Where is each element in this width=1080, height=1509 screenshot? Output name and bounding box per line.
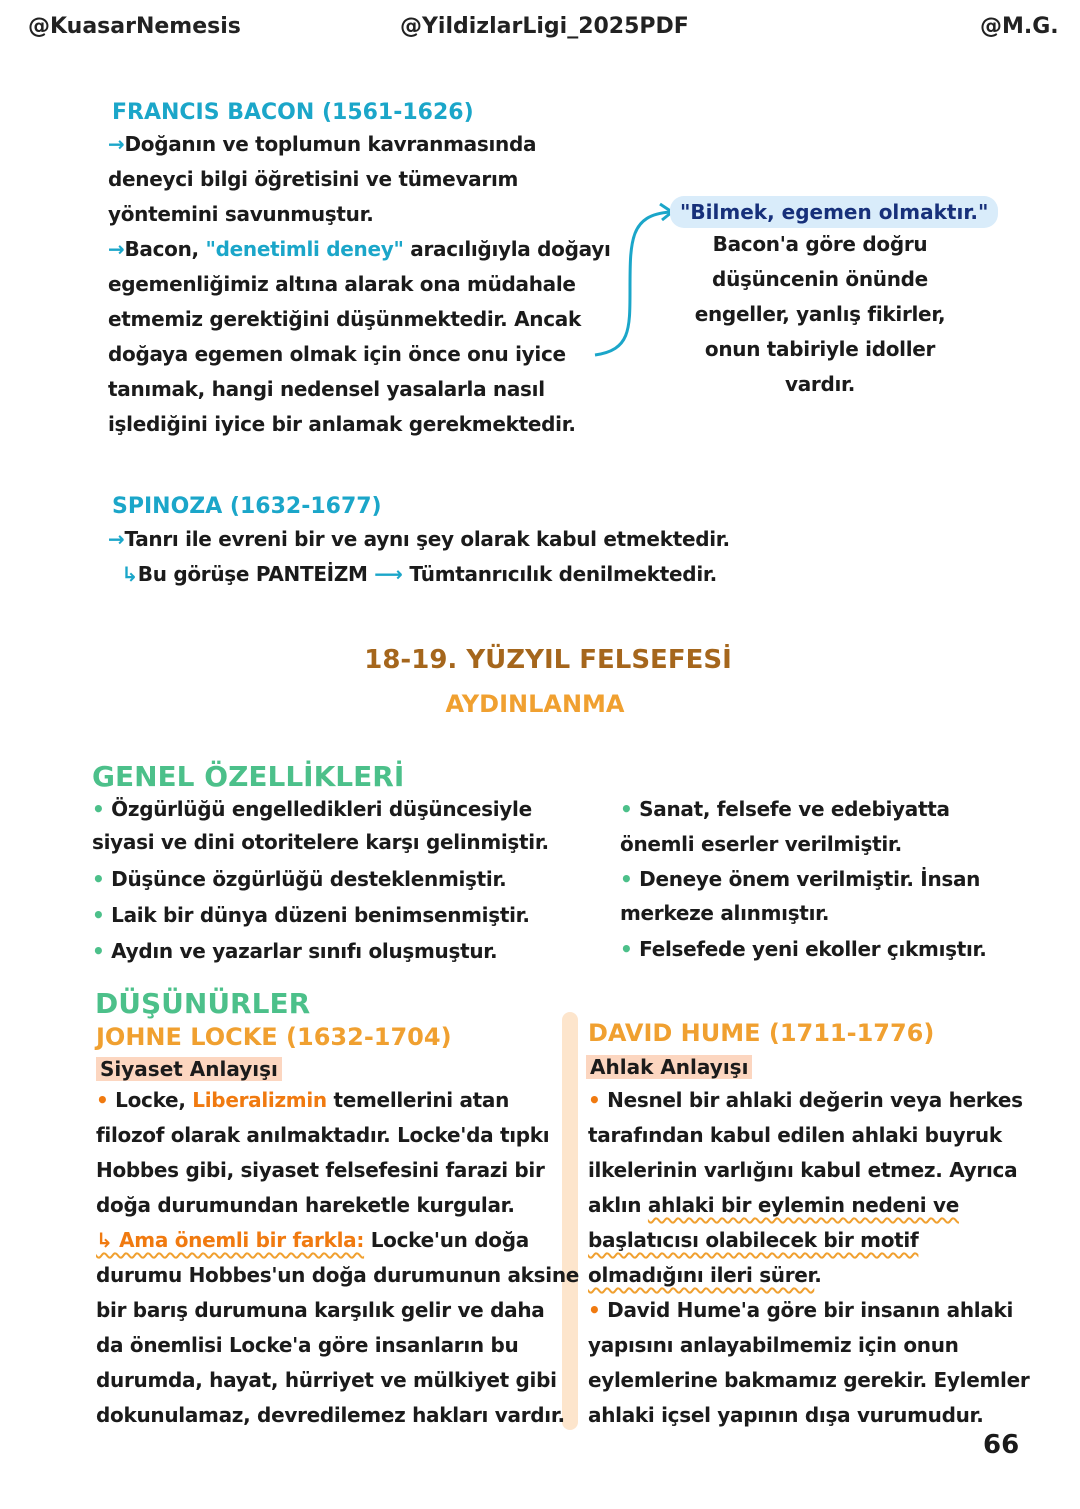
text-segment: Nesnel bir ahlaki değerin veya herkes	[607, 1088, 1023, 1112]
text-line	[108, 377, 545, 401]
note-line: onun tabiriyle idoller	[704, 337, 936, 361]
text-line	[620, 832, 902, 856]
text-segment: temellerini atan	[326, 1088, 510, 1112]
text-segment: etmemiz gerektiğini düşünmektedir. Ancak	[108, 307, 581, 331]
highlight-text: •	[92, 867, 112, 891]
highlight-text: •	[96, 1088, 116, 1112]
text-segment: başlatıcısı olabilecek bir motif	[588, 1228, 919, 1252]
text-line	[96, 1088, 509, 1112]
text-line	[620, 937, 987, 961]
highlight-text: •	[92, 797, 112, 821]
text-line	[96, 1298, 544, 1322]
text-line	[96, 1333, 518, 1357]
text-line	[108, 132, 536, 156]
highlight-text: ⟶	[374, 562, 403, 586]
text-segment: David Hume'a göre bir insanın ahlaki	[607, 1298, 1014, 1322]
text-line	[96, 1228, 529, 1252]
section-subtitle: AYDINLANMA	[445, 690, 625, 718]
locke-title: JOHNE LOCKE (1632-1704)	[96, 1023, 452, 1051]
text-segment: ahlaki içsel yapının dışa vurumudur.	[588, 1403, 984, 1427]
text-line	[108, 307, 581, 331]
dusunurler-title: DÜŞÜNÜRLER	[95, 987, 311, 1020]
text-segment: Locke'un doğa	[364, 1228, 529, 1252]
text-segment: tanımak, hangi nedensel yasalarla nasıl	[108, 377, 545, 401]
highlight-text: •	[92, 903, 112, 927]
highlight-text: →	[108, 237, 125, 261]
text-line	[108, 527, 730, 551]
text-line	[92, 867, 506, 891]
text-segment: siyasi ve dini otoritelere karşı gelinmiştir.	[92, 830, 549, 854]
highlight-text: ↳	[108, 562, 138, 586]
text-segment: işlediğini iyice bir anlamak gerekmektedir.	[108, 412, 576, 436]
text-segment: Sanat, felsefe ve edebiyatta	[639, 797, 950, 821]
text-segment: aklın	[588, 1193, 648, 1217]
text-line	[588, 1123, 1002, 1147]
text-line	[588, 1228, 918, 1252]
highlight-text: •	[620, 867, 640, 891]
text-segment: Felsefede yeni ekoller çıkmıştır.	[639, 937, 987, 961]
text-line	[588, 1158, 1017, 1182]
text-segment: Doğanın ve toplumun kavranmasında	[124, 132, 537, 156]
text-segment: aracılığıyla doğayı	[403, 237, 611, 261]
text-line	[588, 1368, 1029, 1392]
text-line	[96, 1368, 557, 1392]
text-segment: Tümtanrıcılık denilmektedir.	[402, 562, 717, 586]
text-segment: filozof olarak anılmaktadır. Locke'da tıpkı	[96, 1123, 550, 1147]
text-segment: Tanrı ile evreni bir ve aynı şey olarak kabul etmektedir.	[124, 527, 730, 551]
text-line	[108, 412, 576, 436]
text-line	[620, 901, 829, 925]
text-segment: egemenliğimiz altına alarak ona müdahale	[108, 272, 576, 296]
text-line	[96, 1263, 579, 1287]
text-line	[108, 562, 717, 586]
page-number: 66	[983, 1430, 1020, 1460]
highlight-text: •	[588, 1298, 608, 1322]
watermark-center: @YildizlarLigi_2025PDF	[400, 14, 689, 39]
note-line: vardır.	[784, 372, 856, 396]
note-line: Bacon'a göre doğru	[712, 232, 928, 256]
highlight-text: →	[108, 527, 125, 551]
bacon-title: FRANCIS BACON (1561-1626)	[112, 100, 474, 125]
text-segment: durumda, hayat, hürriyet ve mülkiyet gibi	[96, 1368, 557, 1392]
genel-title: GENEL ÖZELLİKLERİ	[92, 760, 405, 793]
highlight-text: •	[620, 797, 640, 821]
spinoza-title: SPINOZA (1632-1677)	[112, 494, 382, 519]
text-line	[620, 797, 950, 821]
text-segment: bir barış durumuna karşılık gelir ve daha	[96, 1298, 545, 1322]
note-line: düşüncenin önünde	[712, 267, 928, 291]
text-segment: Bu görüşe PANTEİZM	[137, 562, 375, 586]
text-line	[620, 867, 980, 891]
text-line	[96, 1403, 565, 1427]
text-segment: ilkelerinin varlığını kabul etmez. Ayrıca	[588, 1158, 1018, 1182]
section-title: 18-19. YÜZYIL FELSEFESİ	[364, 645, 732, 675]
highlight-text: •	[92, 939, 112, 963]
highlight-text: Liberalizmin	[192, 1088, 327, 1112]
text-segment: önemli eserler verilmiştir.	[620, 832, 902, 856]
text-line	[96, 1158, 545, 1182]
text-line	[96, 1193, 515, 1217]
hume-subtitle: Ahlak Anlayışı	[586, 1055, 752, 1079]
text-line	[92, 939, 497, 963]
text-line	[588, 1403, 984, 1427]
text-line	[108, 342, 566, 366]
text-segment: Özgürlüğü engelledikleri düşüncesiyle	[111, 797, 532, 821]
text-segment: yapısını anlayabilmemiz için onun	[588, 1333, 959, 1357]
text-line	[92, 903, 530, 927]
bacon-quote: "Bilmek, egemen olmaktır."	[670, 196, 998, 228]
highlight-text: "denetimli deney"	[205, 237, 404, 261]
text-segment: durumu Hobbes'un doğa durumunun aksine	[96, 1263, 580, 1287]
hume-title: DAVID HUME (1711-1776)	[588, 1019, 935, 1047]
text-segment: olmadığını ileri sürer	[588, 1263, 815, 1287]
text-segment: .	[814, 1263, 822, 1287]
highlight-text: →	[108, 132, 125, 156]
watermark-left: @KuasarNemesis	[28, 14, 241, 39]
text-segment: doğaya egemen olmak için önce onu iyice	[108, 342, 566, 366]
text-segment: da önemlisi Locke'a göre insanların bu	[96, 1333, 519, 1357]
text-line	[588, 1263, 822, 1287]
text-line	[108, 202, 374, 226]
text-segment: deneyci bilgi öğretisini ve tümevarım	[108, 167, 519, 191]
text-line	[108, 237, 611, 261]
text-segment: doğa durumundan hareketle kurgular.	[96, 1193, 515, 1217]
highlight-text: ↳ Ama önemli bir farkla:	[96, 1228, 365, 1252]
text-segment: Düşünce özgürlüğü desteklenmiştir.	[111, 867, 507, 891]
text-line	[588, 1333, 959, 1357]
highlight-text: •	[620, 937, 640, 961]
note-line: engeller, yanlış fikirler,	[694, 302, 946, 326]
text-segment: tarafından kabul edilen ahlaki buyruk	[588, 1123, 1002, 1147]
text-line	[92, 830, 549, 854]
highlight-text: •	[588, 1088, 608, 1112]
text-segment: ahlaki bir eylemin nedeni ve	[647, 1193, 959, 1217]
text-segment: Deneye önem verilmiştir. İnsan	[639, 867, 981, 891]
text-segment: Aydın ve yazarlar sınıfı oluşmuştur.	[111, 939, 498, 963]
watermark-right: @M.G.	[980, 14, 1059, 39]
text-segment: Locke,	[115, 1088, 193, 1112]
locke-subtitle: Siyaset Anlayışı	[96, 1057, 282, 1081]
text-line	[92, 797, 532, 821]
text-line	[588, 1298, 1013, 1322]
text-segment: Hobbes gibi, siyaset felsefesini farazi bir	[96, 1158, 545, 1182]
text-line	[588, 1088, 1023, 1112]
text-segment: eylemlerine bakmamız gerekir. Eylemler	[588, 1368, 1030, 1392]
column-divider	[562, 1012, 578, 1430]
text-segment: dokunulamaz, devredilemez hakları vardır.	[96, 1403, 565, 1427]
text-line	[108, 272, 576, 296]
text-segment: Laik bir dünya düzeni benimsenmiştir.	[111, 903, 530, 927]
text-segment: yöntemini savunmuştur.	[108, 202, 374, 226]
text-line	[588, 1193, 959, 1217]
text-line	[96, 1123, 549, 1147]
text-line	[108, 167, 518, 191]
text-segment: merkeze alınmıştır.	[620, 901, 830, 925]
text-segment: Bacon,	[124, 237, 206, 261]
